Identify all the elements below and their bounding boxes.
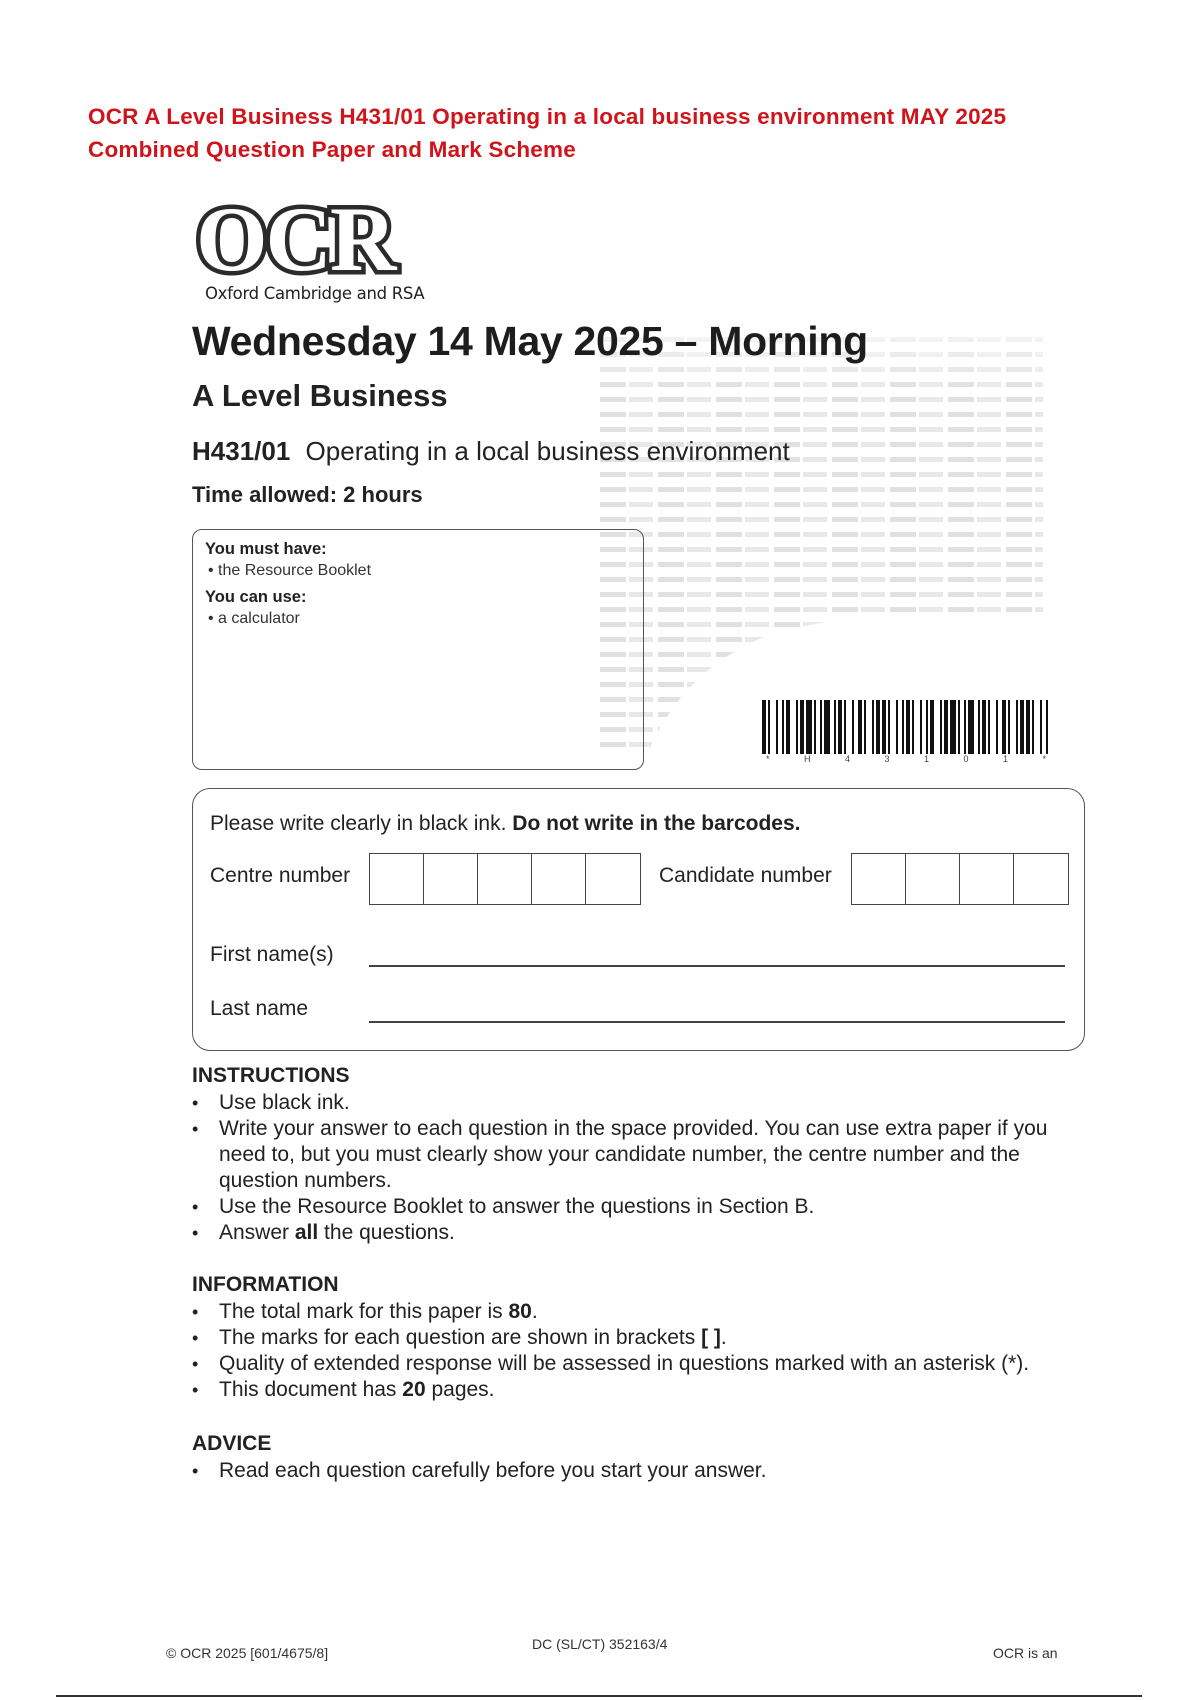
- barcode-bar: [996, 700, 998, 754]
- must-have-heading: You must have:: [205, 540, 327, 558]
- barcode-bar: [888, 700, 890, 754]
- logo-tagline: Oxford Cambridge and RSA: [205, 284, 425, 303]
- barcode-bar: [782, 700, 784, 754]
- barcode-bar: [968, 700, 974, 754]
- barcode-bar: [838, 700, 842, 754]
- list-item: • Use black ink.: [192, 1090, 1092, 1116]
- list-item: [192, 1325, 1092, 1351]
- centre-digit-box[interactable]: [586, 854, 640, 904]
- list-item: [192, 1299, 1092, 1325]
- barcode-bar: [806, 700, 812, 754]
- list-item: • Quality of extended response will be assessed in questions marked with an asterisk (*).: [192, 1351, 1092, 1377]
- centre-number-label: Centre number: [210, 864, 351, 887]
- barcode-bar: [1008, 700, 1010, 754]
- barcode-bar: [834, 700, 836, 754]
- item-emphasis: 80: [508, 1300, 532, 1323]
- exam-date: Wednesday 14 May 2025 – Morning: [192, 318, 868, 364]
- barcode-bar: [982, 700, 986, 754]
- candidate-digit-box[interactable]: [960, 854, 1014, 904]
- barcode-bar: [864, 700, 866, 754]
- barcode-digit: *: [1042, 754, 1046, 764]
- barcode-bar: [858, 700, 862, 754]
- instructions-heading: INSTRUCTIONS: [192, 1064, 350, 1087]
- barcode-bar: [920, 700, 922, 754]
- barcode-bar: [824, 700, 830, 754]
- candidate-number-boxes[interactable]: [851, 853, 1069, 905]
- banner-line-1: OCR A Level Business H431/01 Operating in a local business environment MAY 2025: [88, 104, 1007, 129]
- item-text: This document has: [219, 1378, 403, 1401]
- footer-copyright: © OCR 2025 [601/4675/8]: [166, 1645, 329, 1661]
- item-emphasis: 20: [402, 1378, 426, 1401]
- centre-number-boxes[interactable]: [369, 853, 641, 905]
- barcode-bar: [844, 700, 846, 754]
- ink-instruction: [210, 812, 801, 836]
- barcode-digit: 1: [923, 754, 929, 764]
- last-name-line[interactable]: [369, 1021, 1065, 1023]
- candidate-digit-box[interactable]: [852, 854, 906, 904]
- barcode-bar: [768, 700, 770, 754]
- must-have-item: • the Resource Booklet: [208, 562, 372, 579]
- barcode-bar: [902, 700, 904, 754]
- barcode-digit: H: [804, 754, 811, 764]
- can-use-item: • a calculator: [208, 610, 300, 627]
- barcode-digit: 4: [844, 754, 850, 764]
- barcode-digit: 1: [1002, 754, 1008, 764]
- candidate-digit-box[interactable]: [1014, 854, 1068, 904]
- barcode-bar: [978, 700, 980, 754]
- barcode-bar: [796, 700, 798, 754]
- item-text: The marks for each question are shown in brackets: [219, 1326, 702, 1349]
- advice-heading: ADVICE: [192, 1432, 272, 1455]
- barcode-bar: [1046, 700, 1048, 754]
- barcode-bar: [1026, 700, 1030, 754]
- barcode-bar: [1020, 700, 1024, 754]
- barcode-bar: [950, 700, 956, 754]
- barcode-bar: [876, 700, 880, 754]
- ocr-logo: [196, 188, 425, 303]
- item-text: The total mark for this paper is: [219, 1300, 509, 1323]
- centre-digit-box[interactable]: [424, 854, 478, 904]
- time-allowed: Time allowed: 2 hours: [192, 482, 423, 507]
- barcode-bar: [1032, 700, 1034, 754]
- item-text: pages.: [425, 1378, 495, 1401]
- list-item: [192, 1220, 1092, 1246]
- barcode-bar: [896, 700, 898, 754]
- last-name-label: Last name: [210, 997, 309, 1020]
- barcode-digit: *: [766, 754, 770, 764]
- barcode-bar: [776, 700, 778, 754]
- page-bottom-rule: [56, 1695, 1142, 1697]
- barcode-bar: [964, 700, 966, 754]
- barcode-bar: [820, 700, 822, 754]
- barcode-digit: 0: [963, 754, 969, 764]
- list-item: • Write your answer to each question in the space provided. You can use extra paper if you need to, but you must clearly show your candidate number, the centre number and the question numbers.: [192, 1116, 1092, 1194]
- banner-line-2: Combined Question Paper and Mark Scheme: [88, 137, 576, 162]
- barcode-bar: [762, 700, 766, 754]
- barcode-bar: [1016, 700, 1018, 754]
- watermark-pattern: [598, 332, 1043, 752]
- ink-note: Please write clearly in black ink.: [210, 812, 507, 835]
- security-watermark: [598, 332, 1043, 752]
- candidate-digit-box[interactable]: [906, 854, 960, 904]
- barcode-bar: [944, 700, 948, 754]
- unit-code: H431/01: [192, 436, 291, 466]
- logo-mark: OCR: [196, 188, 395, 290]
- advice-list: [192, 1458, 1092, 1484]
- information-heading: INFORMATION: [192, 1273, 339, 1296]
- first-name-label: First name(s): [210, 943, 334, 966]
- barcode-bar: [912, 700, 914, 754]
- footer-document-code: DC (SL/CT) 352163/4: [532, 1636, 668, 1652]
- barcode-bar: [800, 700, 804, 754]
- candidate-details-box: [192, 788, 1085, 1051]
- unit-line: [192, 436, 790, 467]
- centre-digit-box[interactable]: [478, 854, 532, 904]
- item-emphasis: [ ]: [701, 1326, 721, 1349]
- barcode-bar: [1040, 700, 1042, 754]
- barcode-bar: [882, 700, 886, 754]
- ink-warning: Do not write in the barcodes.: [512, 812, 801, 835]
- unit-title: Operating in a local business environment: [305, 436, 790, 466]
- item-text: .: [720, 1326, 727, 1349]
- barcode-bar: [988, 700, 990, 754]
- item-text: the questions.: [318, 1221, 455, 1244]
- can-use-heading: You can use:: [205, 588, 307, 606]
- barcode-bar: [940, 700, 942, 754]
- footer-right-text: OCR is an: [993, 1645, 1058, 1661]
- list-item: • Use the Resource Booklet to answer the questions in Section B.: [192, 1194, 1092, 1220]
- instructions-list: [192, 1090, 1092, 1246]
- barcode-bar: [958, 700, 960, 754]
- qualification-title: A Level Business: [192, 378, 448, 413]
- barcode-bar: [814, 700, 816, 754]
- item-text: .: [531, 1300, 538, 1323]
- barcode-bar: [1002, 700, 1006, 754]
- list-item: [192, 1377, 1092, 1403]
- barcode-bar: [872, 700, 874, 754]
- candidate-number-label: Candidate number: [659, 864, 832, 887]
- barcode-digit: 3: [884, 754, 890, 764]
- information-list: [192, 1299, 1092, 1403]
- barcode-bar: [852, 700, 854, 754]
- document-banner: [88, 100, 1128, 166]
- item-text: Answer: [219, 1221, 295, 1244]
- barcode-bar: [926, 700, 928, 754]
- centre-digit-box[interactable]: [532, 854, 586, 904]
- equipment-box: [192, 529, 644, 770]
- barcode-digits: [762, 754, 1050, 764]
- first-name-line[interactable]: [369, 965, 1065, 967]
- barcode-bar: [906, 700, 910, 754]
- list-item: • Read each question carefully before you start your answer.: [192, 1458, 1092, 1484]
- centre-digit-box[interactable]: [370, 854, 424, 904]
- paper-barcode: [762, 700, 1050, 754]
- item-emphasis: all: [294, 1221, 319, 1244]
- barcode-bar: [786, 700, 790, 754]
- barcode-bar: [930, 700, 934, 754]
